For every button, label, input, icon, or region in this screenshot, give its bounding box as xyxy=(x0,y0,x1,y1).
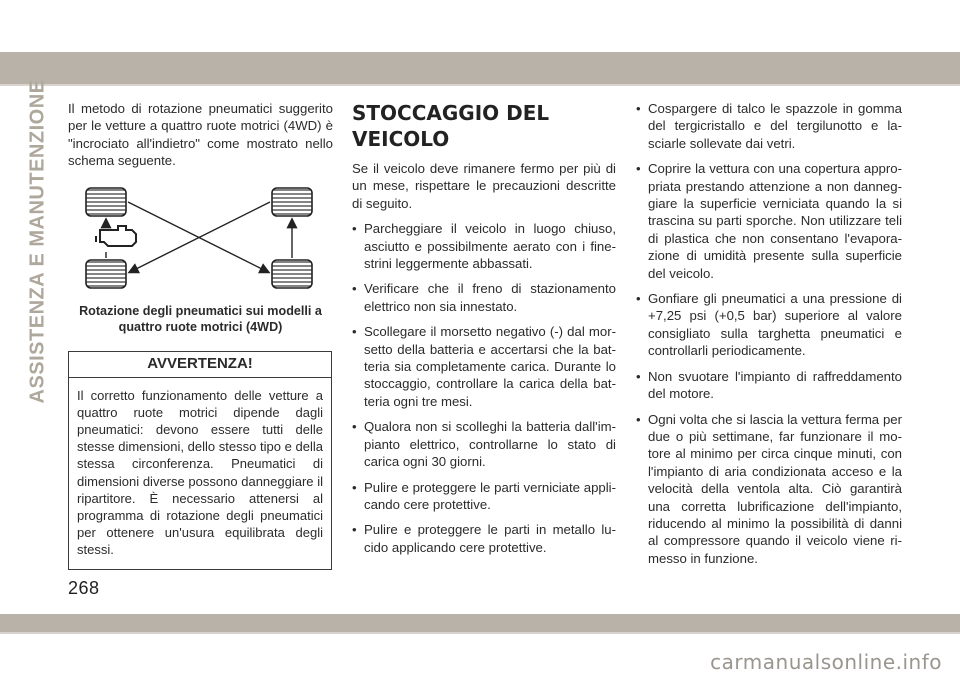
arrow-fr-to-rl xyxy=(130,202,270,272)
warning-box xyxy=(68,351,332,570)
list-item: • Gonfiare gli pneumatici a una pressione di +7,25 psi (+0,5 bar) superiore al valore consigliato sulla targhetta pneumatici e controllarli periodicamente. xyxy=(636,290,902,360)
footer-band xyxy=(0,614,960,632)
diagram-caption-line-1: Rotazione degli pneumatici sui modelli a xyxy=(79,303,322,318)
list-item: • Qualora non si scolleghi la batteria dall'im-pianto elettrico, controllarne lo stato di carica ogni 30 giorni. xyxy=(352,418,616,470)
page-number: 268 xyxy=(68,578,100,598)
footer-rule xyxy=(0,632,960,634)
list-item: • Ogni volta che si lascia la vettura ferma per due o più settimane, far funzionare il mo-tore al minimo per circa cinque minuti, con l'impianto di aria condizionata acceso e la velocità della ventola alta. Ciò garantirà una corretta lubrificazione dell'impianto, riducendo al minimo la possibilità di danni al compressore quando il veicolo viene ri-messo in funzione. xyxy=(636,411,902,568)
tire-rotation-diagram xyxy=(68,180,333,295)
list-item: • Pulire e proteggere le parti verniciate appli-cando cere protettive. xyxy=(352,479,616,514)
warning-title: AVVERTENZA! xyxy=(69,352,331,378)
list-item: • Coprire la vettura con una copertura appro-priata prestando attenzione a non danneg-giare la superficie verniciata quando la si trascina su parti sporche. Non utilizzare teli di plastica che non consentano l'evapora-zione di umidità presente sulla superficie del veicolo. xyxy=(636,160,902,282)
column-middle xyxy=(352,100,616,564)
diagram-caption xyxy=(68,303,333,335)
warning-text: Il corretto funzionamento delle vetture a quattro ruote motrici dipende dagli pneumatici: devono essere tutti delle stesse dimensioni, dello stesso tipo e della stessa circonferenza. Pneumatici di dimensioni diverse possono danneggiare il ripartitore. È necessario attenersi al programma di rotazione degli pneumatici per ottenere un'usura equilibrata degli stessi. xyxy=(77,387,323,558)
list-item: • Verificare che il freno di stazionamento elettrico non sia innestato. xyxy=(352,280,616,315)
column-right xyxy=(636,100,902,575)
list-item: • Cospargere di talco le spazzole in gomma del tergicristallo e del tergilunotto e la-sciarle sollevate dai vetri. xyxy=(636,100,902,152)
tire-front-right xyxy=(272,188,312,216)
tire-front-left xyxy=(86,188,126,216)
section-side-tab xyxy=(24,79,52,403)
column-left xyxy=(68,100,333,570)
header-rule xyxy=(0,84,960,86)
section-title-line-2: VEICOLO xyxy=(352,127,450,151)
section-side-tab-label: ASSISTENZA E MANUTENZIONE xyxy=(26,79,49,403)
section-title-line-1: STOCCAGGIO DEL xyxy=(352,101,550,125)
storage-list-1 xyxy=(352,220,616,556)
tire-rotation-svg xyxy=(68,180,333,295)
storage-lead-text: Se il veicolo deve rimanere fermo per più di un mese, rispettare le precauzioni descritte di seguito. xyxy=(352,161,616,211)
storage-list-2 xyxy=(636,100,902,567)
section-title xyxy=(352,100,616,152)
warning-body xyxy=(69,378,331,569)
list-item: • Scollegare il morsetto negativo (-) dal mor-setto della batteria e accertarsi che la bat-teria sia completamente carica. Durante lo stoccaggio, controllare la carica della bat-teria ogni tre mesi. xyxy=(352,323,616,410)
arrow-fl-to-rr xyxy=(128,202,268,272)
diagram-caption-line-2: quattro ruote motrici (4WD) xyxy=(118,319,283,334)
list-item: • Non svuotare l'impianto di raffreddamento del motore. xyxy=(636,368,902,403)
list-item: • Pulire e proteggere le parti in metallo lu-cido applicando cere protettive. xyxy=(352,521,616,556)
header-band xyxy=(0,52,960,84)
list-item: • Parcheggiare il veicolo in luogo chiuso, asciutto e possibilmente aerato con i fine-strini leggermente abbassati. xyxy=(352,220,616,272)
rotation-intro-text: Il metodo di rotazione pneumatici suggerito per le vetture a quattro ruote motrici (4WD) è "incrociato all'indietro" come mostrato nello schema seguente. xyxy=(68,101,333,169)
tire-rear-right xyxy=(272,260,312,288)
engine-icon xyxy=(96,226,136,246)
tire-rear-left xyxy=(86,260,126,288)
site-watermark: carmanualsonline.info xyxy=(710,650,942,674)
